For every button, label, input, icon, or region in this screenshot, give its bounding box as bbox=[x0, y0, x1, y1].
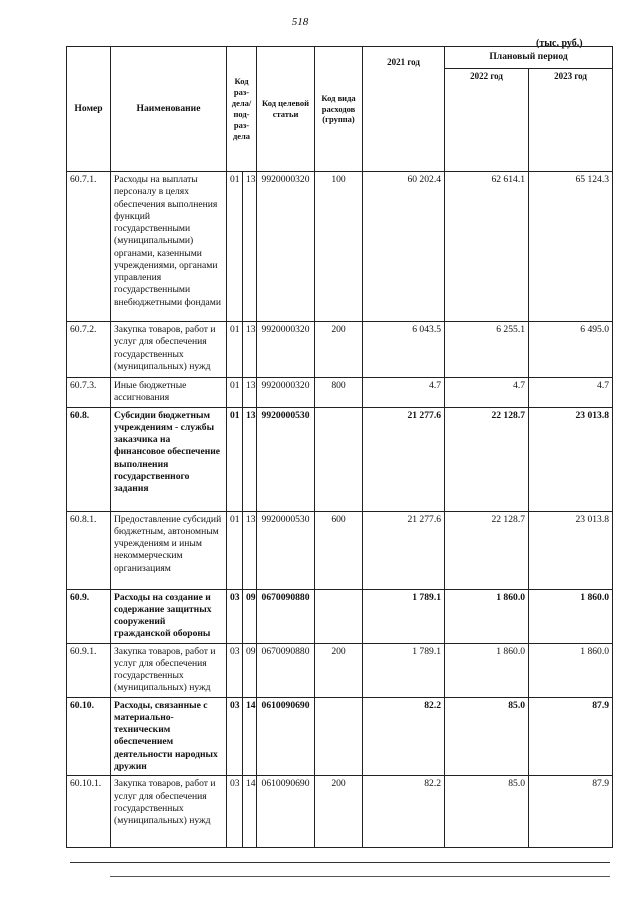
row-number: 60.10.1. bbox=[67, 776, 111, 848]
row-target-code: 9920000320 bbox=[257, 378, 315, 408]
header-year-2023: 2023 год bbox=[529, 69, 613, 172]
row-subsection: 14 bbox=[243, 776, 257, 848]
row-subsection: 13 bbox=[243, 511, 257, 589]
row-section: 01 bbox=[227, 407, 243, 511]
row-target-code: 9920000530 bbox=[257, 407, 315, 511]
row-number: 60.7.3. bbox=[67, 378, 111, 408]
row-target-code: 0670090880 bbox=[257, 589, 315, 643]
table-row bbox=[67, 643, 613, 697]
row-expense-type: 100 bbox=[315, 172, 363, 322]
row-amount-2021: 6 043.5 bbox=[363, 322, 445, 378]
row-amount-2022: 22 128.7 bbox=[445, 511, 529, 589]
row-subsection: 09 bbox=[243, 589, 257, 643]
row-amount-2023: 23 013.8 bbox=[529, 407, 613, 511]
units-label: (тыс. руб.) bbox=[536, 38, 583, 49]
row-amount-2022: 22 128.7 bbox=[445, 407, 529, 511]
row-amount-2022: 85.0 bbox=[445, 776, 529, 848]
budget-table bbox=[66, 46, 613, 848]
row-amount-2022: 1 860.0 bbox=[445, 643, 529, 697]
header-planning-period: Плановый период bbox=[445, 47, 613, 69]
row-target-code: 9920000320 bbox=[257, 322, 315, 378]
row-amount-2022: 85.0 bbox=[445, 697, 529, 776]
table-row bbox=[67, 172, 613, 322]
row-amount-2021: 1 789.1 bbox=[363, 589, 445, 643]
page-number: 518 bbox=[291, 16, 309, 28]
row-expense-type: 200 bbox=[315, 322, 363, 378]
row-amount-2022: 4.7 bbox=[445, 378, 529, 408]
row-target-code: 0610090690 bbox=[257, 697, 315, 776]
row-subsection: 09 bbox=[243, 643, 257, 697]
header-name: Наименование bbox=[111, 47, 227, 172]
row-name: Субсидии бюджетным учреждениям - службы заказчика на финансовое обеспечение выполнения государственного задания bbox=[111, 407, 227, 511]
row-target-code: 9920000320 bbox=[257, 172, 315, 322]
row-name: Закупка товаров, работ и услуг для обеспечения государственных (муниципальных) нужд bbox=[111, 643, 227, 697]
table-row bbox=[67, 322, 613, 378]
row-amount-2023: 1 860.0 bbox=[529, 589, 613, 643]
row-amount-2023: 4.7 bbox=[529, 378, 613, 408]
header-target-code: Код целевой статьи bbox=[257, 47, 315, 172]
row-amount-2021: 4.7 bbox=[363, 378, 445, 408]
row-number: 60.8. bbox=[67, 407, 111, 511]
table-row bbox=[67, 407, 613, 511]
header-number: Номер bbox=[67, 47, 111, 172]
row-number: 60.8.1. bbox=[67, 511, 111, 589]
row-section: 03 bbox=[227, 697, 243, 776]
row-name: Предоставление субсидий бюджетным, автономным учреждениям и иным некоммерческим организациям bbox=[111, 511, 227, 589]
row-section: 03 bbox=[227, 643, 243, 697]
row-expense-type: 800 bbox=[315, 378, 363, 408]
row-target-code: 0610090690 bbox=[257, 776, 315, 848]
row-amount-2021: 82.2 bbox=[363, 697, 445, 776]
table-row bbox=[67, 697, 613, 776]
row-amount-2022: 6 255.1 bbox=[445, 322, 529, 378]
row-amount-2023: 1 860.0 bbox=[529, 643, 613, 697]
row-target-code: 0670090880 bbox=[257, 643, 315, 697]
row-expense-type bbox=[315, 697, 363, 776]
row-expense-type: 600 bbox=[315, 511, 363, 589]
row-number: 60.9. bbox=[67, 589, 111, 643]
row-amount-2021: 60 202.4 bbox=[363, 172, 445, 322]
row-amount-2022: 62 614.1 bbox=[445, 172, 529, 322]
row-name: Расходы на выплаты персоналу в целях обеспечения выполнения функций государственными (муниципальными) органами, казенными учреждениями, органами управления государственными внебюджетными фондами bbox=[111, 172, 227, 322]
row-expense-type bbox=[315, 407, 363, 511]
row-amount-2023: 87.9 bbox=[529, 776, 613, 848]
row-expense-type: 200 bbox=[315, 643, 363, 697]
header-year-2021: 2021 год bbox=[363, 47, 445, 172]
row-expense-type bbox=[315, 589, 363, 643]
header-expense-type-code: Код вида расходов (группа) bbox=[315, 47, 363, 172]
row-subsection: 13 bbox=[243, 378, 257, 408]
footer-rule-secondary bbox=[110, 876, 610, 877]
row-amount-2023: 23 013.8 bbox=[529, 511, 613, 589]
row-number: 60.7.1. bbox=[67, 172, 111, 322]
row-section: 03 bbox=[227, 589, 243, 643]
row-amount-2022: 1 860.0 bbox=[445, 589, 529, 643]
row-name: Иные бюджетные ассигнования bbox=[111, 378, 227, 408]
row-section: 01 bbox=[227, 511, 243, 589]
row-amount-2021: 82.2 bbox=[363, 776, 445, 848]
row-amount-2021: 21 277.6 bbox=[363, 407, 445, 511]
row-amount-2023: 87.9 bbox=[529, 697, 613, 776]
row-number: 60.7.2. bbox=[67, 322, 111, 378]
footer-rule bbox=[70, 862, 610, 863]
row-number: 60.10. bbox=[67, 697, 111, 776]
row-number: 60.9.1. bbox=[67, 643, 111, 697]
row-amount-2023: 65 124.3 bbox=[529, 172, 613, 322]
row-section: 01 bbox=[227, 322, 243, 378]
row-subsection: 14 bbox=[243, 697, 257, 776]
table-row bbox=[67, 776, 613, 848]
row-amount-2021: 1 789.1 bbox=[363, 643, 445, 697]
row-amount-2021: 21 277.6 bbox=[363, 511, 445, 589]
table-row bbox=[67, 378, 613, 408]
row-section: 01 bbox=[227, 378, 243, 408]
row-amount-2023: 6 495.0 bbox=[529, 322, 613, 378]
row-target-code: 9920000530 bbox=[257, 511, 315, 589]
row-section: 03 bbox=[227, 776, 243, 848]
row-name: Расходы, связанные с материально-техническим обеспечением деятельности народных дружин bbox=[111, 697, 227, 776]
table-row bbox=[67, 589, 613, 643]
row-name: Закупка товаров, работ и услуг для обеспечения государственных (муниципальных) нужд bbox=[111, 322, 227, 378]
row-subsection: 13 bbox=[243, 407, 257, 511]
table-row bbox=[67, 511, 613, 589]
row-name: Расходы на создание и содержание защитных сооружений гражданской обороны bbox=[111, 589, 227, 643]
header-year-2022: 2022 год bbox=[445, 69, 529, 172]
row-subsection: 13 bbox=[243, 172, 257, 322]
row-subsection: 13 bbox=[243, 322, 257, 378]
row-name: Закупка товаров, работ и услуг для обеспечения государственных (муниципальных) нужд bbox=[111, 776, 227, 848]
header-section-code: Код раз-дела/ под-раз-дела bbox=[227, 47, 257, 172]
row-section: 01 bbox=[227, 172, 243, 322]
row-expense-type: 200 bbox=[315, 776, 363, 848]
